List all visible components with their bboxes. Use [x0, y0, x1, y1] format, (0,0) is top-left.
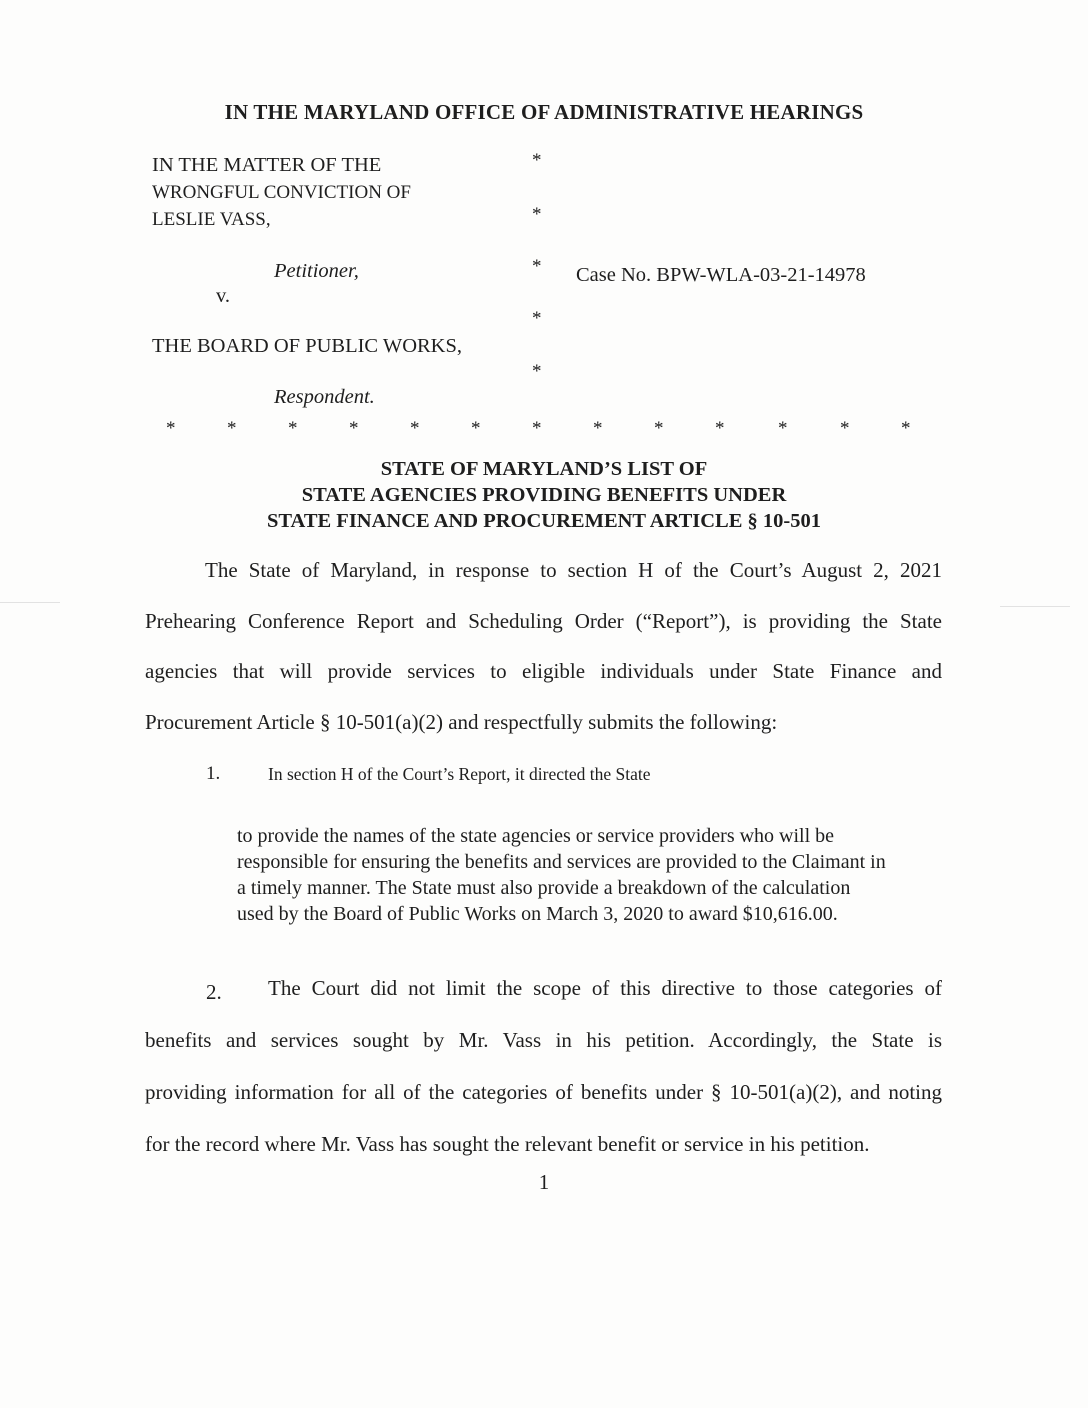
item-2-line-3: providing information for all of the categories of benefits under § 10-501(a)(2), and noting [145, 1080, 942, 1104]
divider-star: * [227, 418, 237, 439]
document-title-line-3: STATE FINANCE AND PROCUREMENT ARTICLE § 10-501 [267, 510, 821, 532]
caption-star: * [532, 361, 542, 382]
caption-star: * [532, 150, 542, 171]
caption-star: * [532, 256, 542, 277]
intro-line-3: agencies that will provide services to eligible individuals under State Finance and [145, 659, 942, 683]
divider-star: * [471, 418, 481, 439]
case-number: Case No. BPW-WLA-03-21-14978 [576, 264, 866, 286]
caption-matter-line-2: WRONGFUL CONVICTION OF [152, 182, 411, 203]
page-number: 1 [538, 1170, 550, 1194]
caption-matter-line-1: IN THE MATTER OF THE [152, 154, 382, 176]
caption-matter-line-3: LESLIE VASS, [152, 209, 271, 230]
caption-star: * [532, 308, 542, 329]
intro-line-1: The State of Maryland, in response to section H of the Court’s August 2, 2021 [205, 558, 942, 582]
item-2-line-4: for the record where Mr. Vass has sought the relevant benefit or service in his petition. [145, 1132, 870, 1156]
court-heading: IN THE MARYLAND OFFICE OF ADMINISTRATIVE HEARINGS [224, 100, 864, 124]
scan-artifact [0, 602, 60, 603]
divider-star: * [778, 418, 788, 439]
item-2-line-2: benefits and services sought by Mr. Vass in his petition. Accordingly, the State is [145, 1028, 942, 1052]
item-2-number: 2. [206, 980, 222, 1004]
divider-star: * [593, 418, 603, 439]
caption-respondent-role: Respondent. [274, 386, 375, 408]
divider-star: * [410, 418, 420, 439]
intro-line-2: Prehearing Conference Report and Scheduling Order (“Report”), is providing the State [145, 609, 942, 633]
divider-star: * [715, 418, 725, 439]
divider-star: * [288, 418, 298, 439]
item-1-number: 1. [206, 763, 221, 784]
document-title-line-1: STATE OF MARYLAND’S LIST OF [380, 458, 708, 480]
caption-star: * [532, 204, 542, 225]
caption-versus: v. [216, 285, 231, 307]
divider-star: * [654, 418, 664, 439]
document-title-line-2: STATE AGENCIES PROVIDING BENEFITS UNDER [301, 484, 787, 506]
intro-line-4: Procurement Article § 10-501(a)(2) and respectfully submits the following: [145, 710, 778, 734]
divider-star: * [532, 418, 542, 439]
item-2-line-1: The Court did not limit the scope of this directive to those categories of [268, 976, 942, 1000]
block-quote: to provide the names of the state agencies or service providers who will be responsible for ensuring the benefits and services are provided to the Claimant in a timely manner. The State must also provide a breakdown of the calculation used by the Board of Public Works on March 3, 2020 to award $10,616.00. [237, 825, 886, 925]
caption-petitioner-role: Petitioner, [274, 260, 359, 282]
divider-star: * [901, 418, 911, 439]
divider-star: * [166, 418, 176, 439]
divider-star: * [349, 418, 359, 439]
scan-artifact [1000, 606, 1070, 607]
item-1-text: In section H of the Court’s Report, it directed the State [268, 764, 651, 784]
divider-star: * [840, 418, 850, 439]
caption-respondent-name: THE BOARD OF PUBLIC WORKS, [152, 335, 463, 357]
